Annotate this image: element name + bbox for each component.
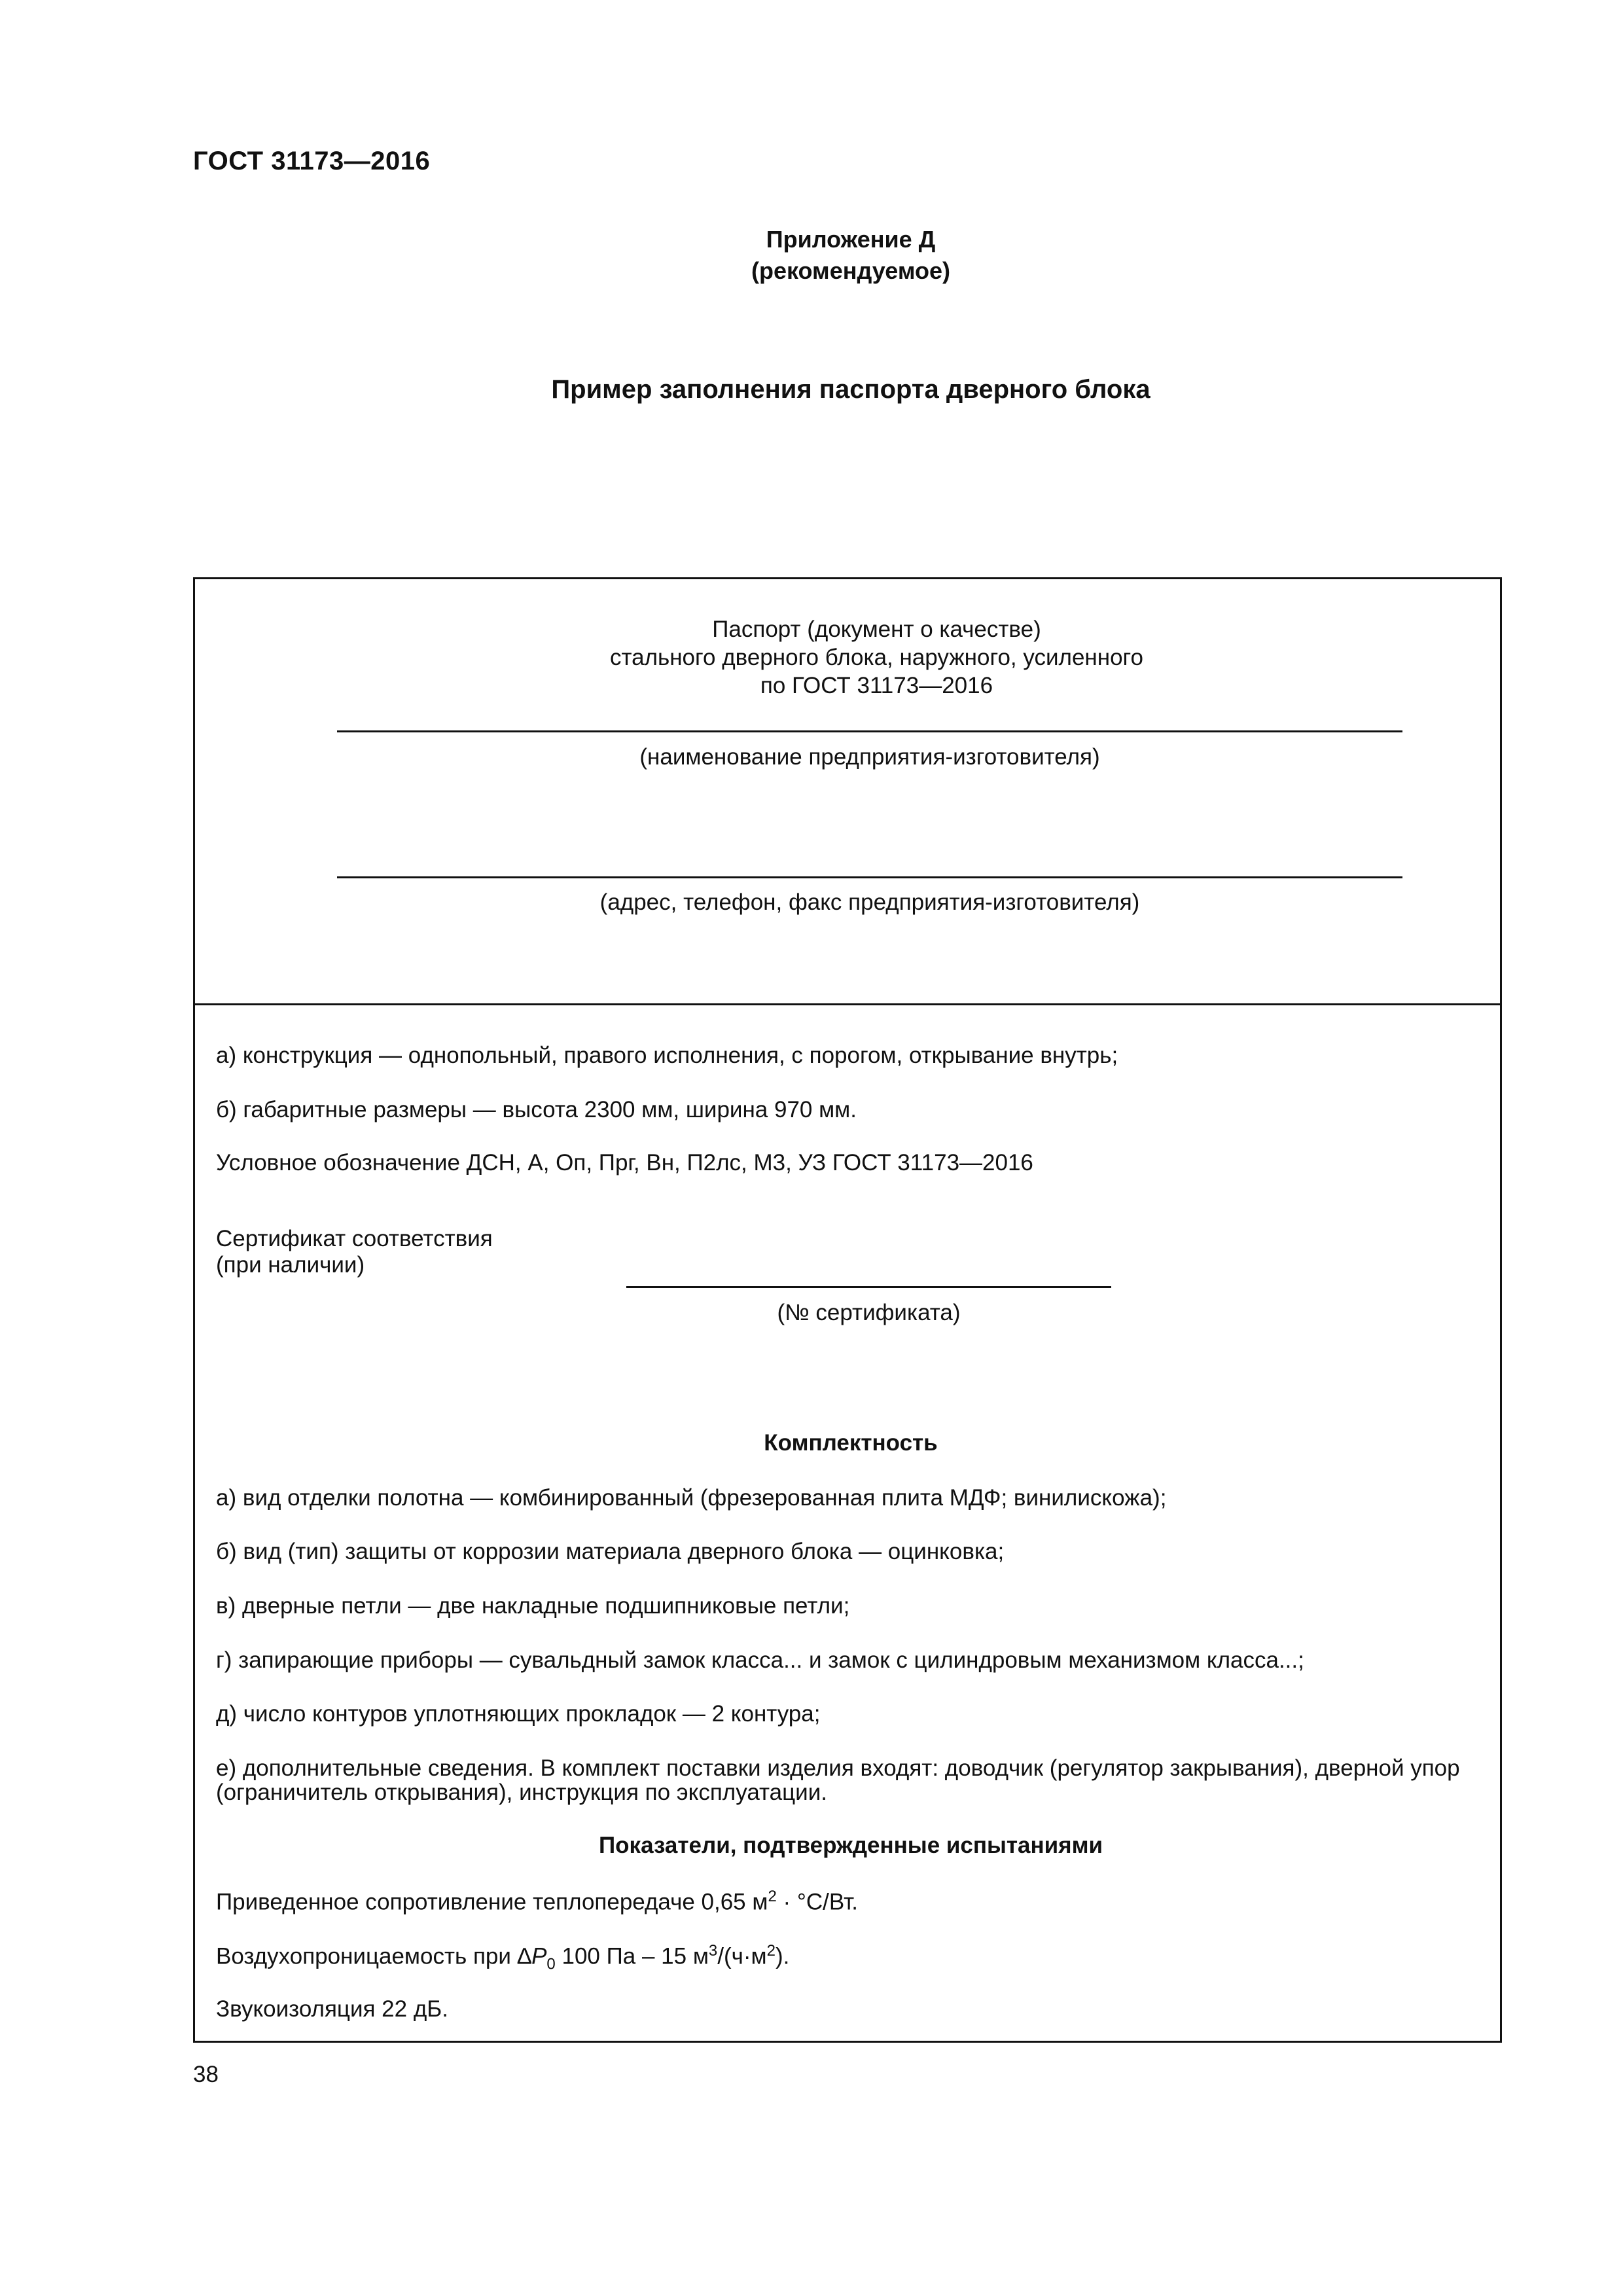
appendix-subtitle: (рекомендуемое)	[751, 257, 950, 284]
sound-insulation-text: Звукоизоляция 22 дБ.	[216, 1996, 448, 2022]
heat-resistance-text: Приведенное сопротивление теплопередаче 0,65 $м^2 \cdot ^\circ С/Вт$.	[216, 1888, 858, 1915]
air-permeability-text: Воздухопроницаемость при $\Delta P_0$ 100 Па – 15 $м^3/(ч\cdot м^2)$.	[216, 1942, 790, 1973]
manufacturer-address-caption: (адрес, телефон, факс предприятия-изготовителя)	[599, 889, 1140, 915]
manufacturer-name-caption: (наименование предприятия-изготовителя)	[639, 744, 1100, 770]
completeness-heading: Комплектность	[764, 1430, 938, 1456]
passport-title-line: Паспорт (документ о качестве)	[712, 617, 1041, 642]
completeness-item: д) число контуров уплотняющих прокладок — 2 контура;	[216, 1701, 821, 1727]
completeness-item: б) вид (тип) защиты от коррозии материала дверного блока — оцинковка;	[216, 1539, 1005, 1564]
document-code-header: ГОСТ 31173—2016	[193, 147, 431, 175]
certificate-number-line	[626, 1286, 1111, 1288]
completeness-item: а) вид отделки полотна — комбинированный (фрезерованная плита МДФ; винилискожа);	[216, 1485, 1167, 1511]
completeness-item: е) дополнительные сведения. В комплект поставки изделия входят: доводчик (регулятор закрывания), дверной упор (ограничитель открывания), инструкция по эксплуатации.	[216, 1755, 1460, 1805]
document-title: Пример заполнения паспорта дверного блока	[551, 375, 1150, 404]
manufacturer-address-line	[337, 876, 1402, 878]
manufacturer-name-line	[337, 730, 1402, 732]
page-number: 38	[193, 2062, 219, 2087]
passport-title-line: стального дверного блока, наружного, усиленного	[609, 645, 1144, 670]
certificate-number-caption: (№ сертификата)	[777, 1300, 961, 1325]
construction-item: а) конструкция — однопольный, правого исполнения, с порогом, открывание внутрь;	[216, 1043, 1118, 1068]
certificate-label: Сертификат соответствия	[216, 1226, 493, 1251]
passport-title	[196, 615, 1557, 700]
passport-title-line: по ГОСТ 31173—2016	[760, 673, 993, 698]
dimensions-item: б) габаритные размеры — высота 2300 мм, ширина 970 мм.	[216, 1097, 857, 1122]
appendix-title: Приложение Д	[766, 226, 936, 253]
appendix-heading	[0, 224, 1623, 287]
indicators-heading: Показатели, подтвержденные испытаниями	[599, 1833, 1103, 1858]
passport-divider	[193, 1003, 1502, 1005]
completeness-item: г) запирающие приборы — сувальдный замок класса... и замок с цилиндровым механизмом класса...;	[216, 1647, 1304, 1673]
designation-text: Условное обозначение ДСН, А, Оп, Прг, Вн, П2лс, М3, УЗ ГОСТ 31173—2016	[216, 1150, 1033, 1175]
completeness-item: в) дверные петли — две накладные подшипниковые петли;	[216, 1593, 850, 1619]
certificate-label-note: (при наличии)	[216, 1252, 365, 1278]
